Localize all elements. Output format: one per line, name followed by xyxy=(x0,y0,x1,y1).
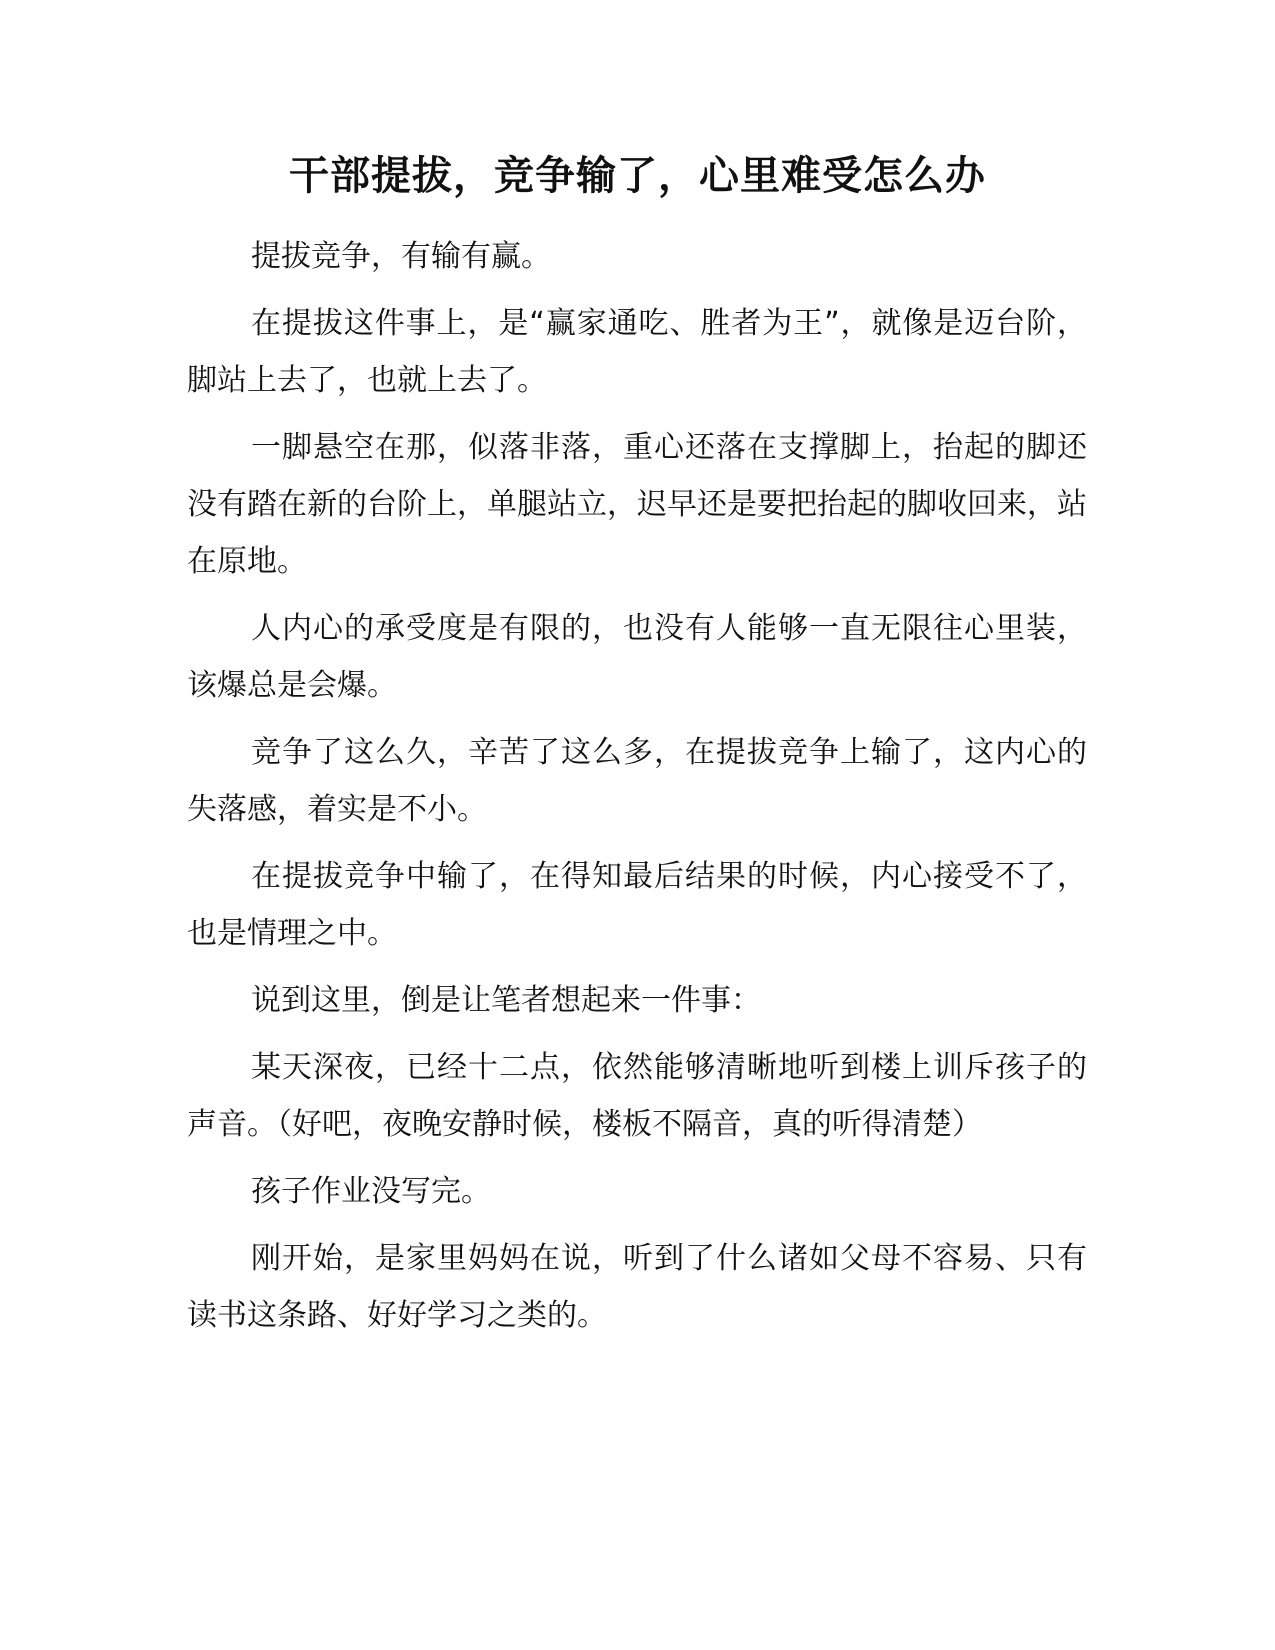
paragraph: 在提拔竞争中输了，在得知最后结果的时候，内心接受不了，也是情理之中。 xyxy=(187,859,1087,951)
paragraph: 在提拔这件事上，是“赢家通吃、胜者为王”，就像是迈台阶，脚站上去了，也就上去了。 xyxy=(187,306,1087,398)
paragraph: 某天深夜，已经十二点，依然能够清晰地听到楼上训斥孩子的声音。（好吧，夜晚安静时候，楼板不隔音，真的听得清楚） xyxy=(187,1050,1087,1142)
paragraph: 孩子作业没写完。 xyxy=(251,1174,491,1209)
paragraph: 一脚悬空在那，似落非落，重心还落在支撑脚上，抬起的脚还没有踏在新的台阶上，单腿站立，迟早还是要把抬起的脚收回来，站在原地。 xyxy=(187,430,1087,579)
paragraph: 提拔竞争，有输有赢。 xyxy=(251,239,551,274)
paragraph: 人内心的承受度是有限的，也没有人能够一直无限往心里装，该爆总是会爆。 xyxy=(187,611,1087,703)
paragraph: 竞争了这么久，辛苦了这么多，在提拔竞争上输了，这内心的失落感，着实是不小。 xyxy=(187,735,1087,827)
document-body xyxy=(187,228,1087,1354)
document-title: 干部提拔，竞争输了，心里难受怎么办 xyxy=(289,153,986,199)
paragraph: 说到这里，倒是让笔者想起来一件事： xyxy=(251,983,761,1018)
paragraph: 刚开始，是家里妈妈在说，听到了什么诸如父母不容易、只有读书这条路、好好学习之类的。 xyxy=(187,1241,1087,1333)
